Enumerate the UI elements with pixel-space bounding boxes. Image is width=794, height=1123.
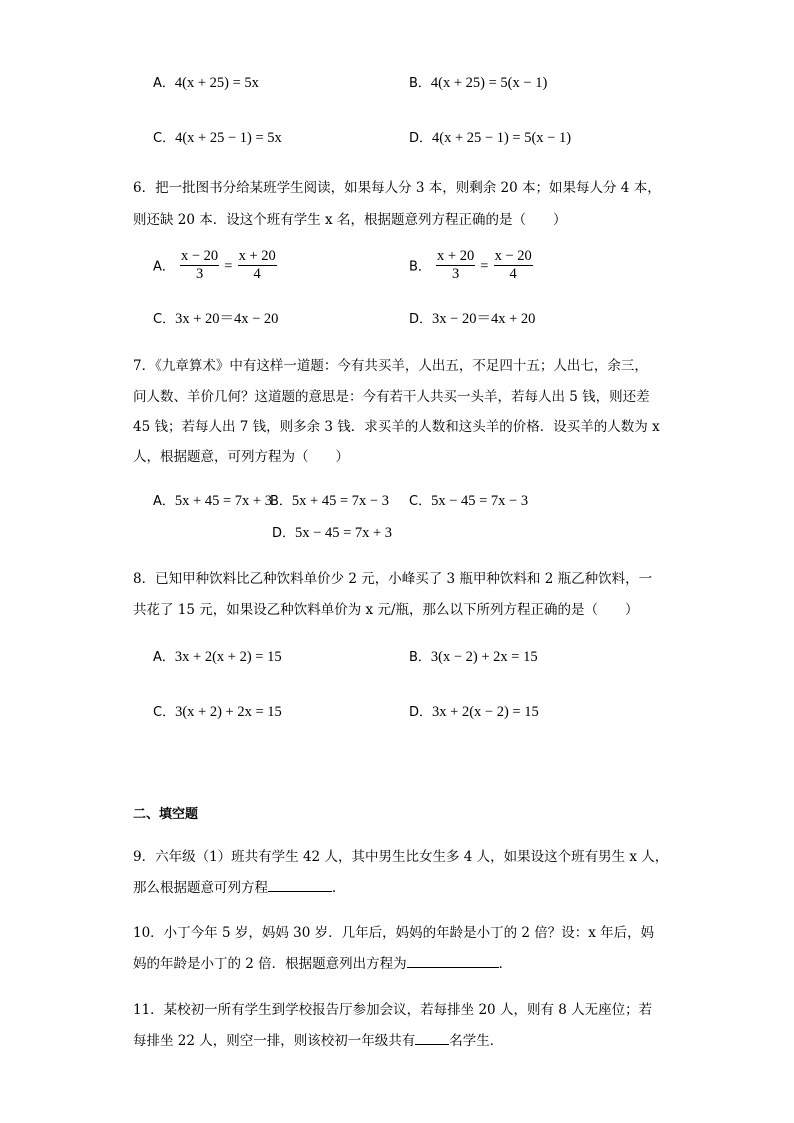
q11-text-before-blank: 每排坐 22 人，则空一排，则该校初一年级共有 <box>133 1033 416 1049</box>
option-label: B． <box>409 650 431 665</box>
option-label: B． <box>409 259 431 275</box>
q5-option-d <box>409 127 571 147</box>
section-heading: 二、填空题 <box>133 807 199 822</box>
q7-stem-line-3: 45 钱；若每人出 7 钱，则多余 3 钱．求买羊的人数和这头羊的价格．设买羊的人数为 x <box>133 419 660 435</box>
q8-stem-line-1: 8．已知甲种饮料比乙种饮料单价少 2 元，小峰买了 3 瓶甲种饮料和 2 瓶乙种饮料，一 <box>133 571 653 587</box>
q7-stem-line-2: 问人数、羊价几何？这道题的意思是：今有若干人共买一头羊，若每人出 5 钱，则还差 <box>133 389 650 405</box>
option-label: D． <box>409 312 433 327</box>
fraction <box>494 248 533 284</box>
q6-option-d <box>409 307 535 328</box>
option-expression: 5x − 45 = 7x + 3 <box>295 525 393 541</box>
q8-option-b <box>409 646 538 666</box>
q8-stem-line-2: 共花了 15 元，如果设乙种饮料单价为 x 元/瓶，那么以下所列方程正确的是（ ） <box>133 602 639 618</box>
option-expression: 3x + 2(x − 2) = 15 <box>432 704 539 720</box>
option-expression: 5x + 45 = 7x + 3 <box>174 493 272 509</box>
option-expression: 4(x + 25 − 1) = 5x <box>175 130 282 146</box>
numerator: x + 20 <box>436 248 475 266</box>
q8-option-a <box>153 646 282 666</box>
option-label: A． <box>153 494 175 509</box>
option-label: B． <box>270 494 292 509</box>
option-expression: 3(x + 2) + 2x = 15 <box>175 704 282 720</box>
option-label: A． <box>153 76 175 91</box>
q7-stem-line-4: 人，根据题意，可列方程为（ ） <box>133 449 349 465</box>
option-label: C． <box>409 494 432 509</box>
equals-sign: = <box>480 258 489 275</box>
numerator: x + 20 <box>238 248 277 266</box>
q5-option-b <box>409 72 547 92</box>
q9-stem-line-1: 9．六年级（1）班共有学生 42 人，其中男生比女生多 4 人，如果设这个班有男生 x 人， <box>133 849 669 865</box>
option-expression: 4(x + 25 − 1) = 5(x − 1) <box>432 130 572 146</box>
q11-text-after-blank: 名学生． <box>449 1033 504 1049</box>
option-expression: 3x − 20＝4x + 20 <box>432 311 536 327</box>
equals-sign: = <box>224 258 233 275</box>
q11-stem-line-1: 11．某校初一所有学生到学校报告厅参加会议，若每排坐 20 人，则有 8 人无座位；若 <box>133 1002 653 1018</box>
q6-stem-line-1: 6．把一批图书分给某班学生阅读，如果每人分 3 本，则剩余 20 本；如果每人分 4 本， <box>133 180 661 196</box>
fraction <box>436 248 475 284</box>
fraction <box>238 248 277 284</box>
denominator: 4 <box>253 266 261 283</box>
q7-option-a <box>153 490 272 510</box>
numerator: x − 20 <box>180 248 219 266</box>
option-label: D． <box>272 526 296 541</box>
fraction <box>180 248 219 284</box>
q10-text-before-blank: 妈的年龄是小丁的 2 倍．根据题意列出方程为 <box>133 956 407 972</box>
option-label: C． <box>153 312 176 327</box>
q8-option-c <box>153 701 282 721</box>
denominator: 3 <box>451 266 460 283</box>
q5-option-c <box>153 127 282 147</box>
q10-stem-line-1: 10．小丁今年 5 岁，妈妈 30 岁．几年后，妈妈的年龄是小丁的 2 倍？设：x 年后，妈 <box>133 925 655 941</box>
option-expression: 3x + 2(x + 2) = 15 <box>174 649 282 665</box>
q6-stem-line-2: 则还缺 20 本．设这个班有学生 x 名，根据题意列方程正确的是（ ） <box>133 212 567 228</box>
denominator: 4 <box>509 266 517 283</box>
denominator: 3 <box>195 266 204 283</box>
q9-text-before-blank: 那么根据题意可列方程 <box>133 880 268 896</box>
q7-option-b <box>270 490 389 510</box>
option-label: C． <box>153 705 176 720</box>
q6-option-a <box>153 248 277 284</box>
answer-blank[interactable] <box>407 952 499 968</box>
option-expression: 5x + 45 = 7x − 3 <box>291 493 389 509</box>
q10-stem-line-2 <box>133 952 512 972</box>
q7-option-d <box>272 522 392 542</box>
q9-text-after-blank: ． <box>332 880 346 896</box>
option-label: D． <box>409 131 433 146</box>
option-expression: 5x − 45 = 7x − 3 <box>431 493 529 509</box>
answer-blank[interactable] <box>268 876 332 892</box>
option-expression: 3(x − 2) + 2x = 15 <box>430 649 538 665</box>
option-label: C． <box>153 131 176 146</box>
option-label: A． <box>153 259 175 275</box>
q5-option-a <box>153 72 259 92</box>
numerator: x − 20 <box>494 248 533 266</box>
option-expression: 3x + 20＝4x − 20 <box>175 311 279 327</box>
option-label: B． <box>409 76 431 91</box>
q8-option-d <box>409 701 539 721</box>
q11-stem-line-2 <box>133 1029 503 1049</box>
q7-option-c <box>409 490 528 510</box>
option-expression: 4(x + 25) = 5(x − 1) <box>430 75 548 91</box>
q6-option-c <box>153 307 278 328</box>
q10-text-after-blank: ． <box>498 956 513 972</box>
option-expression: 4(x + 25) = 5x <box>174 75 259 91</box>
option-label: A． <box>153 650 175 665</box>
q9-stem-line-2 <box>133 876 346 896</box>
q7-stem-line-1: 7．《九章算术》中有这样一道题：今有共买羊，人出五，不足四十五；人出七，余三， <box>133 358 648 374</box>
q6-option-b <box>409 248 533 284</box>
answer-blank[interactable] <box>415 1029 449 1045</box>
option-label: D． <box>409 705 433 720</box>
